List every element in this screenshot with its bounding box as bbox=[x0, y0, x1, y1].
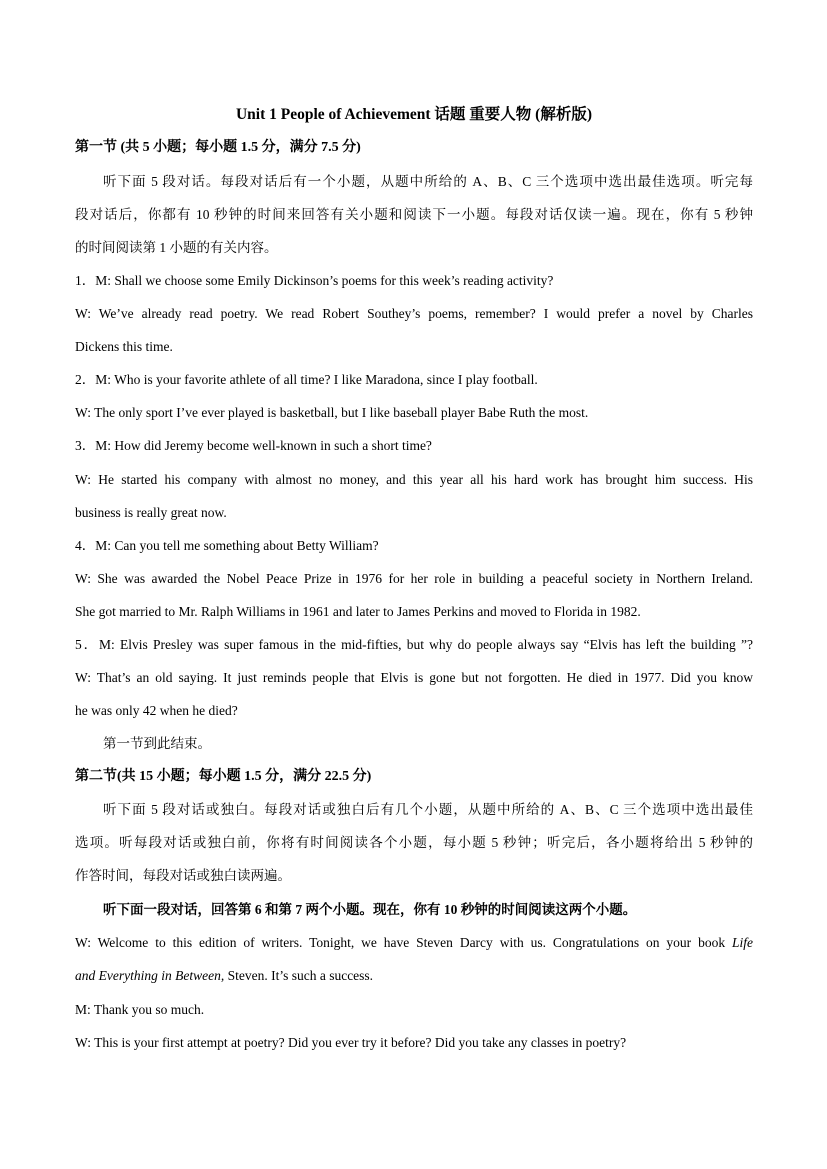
section2-instruction-line: 作答时间，每段对话或独白读两遍。 bbox=[75, 868, 291, 883]
dialogue-line: W: That’s an old saying. It just reminds people that Elvis is gone but not forgotten. He died in 1977. Did you know bbox=[75, 670, 753, 685]
dialogue-line: Dickens this time. bbox=[75, 339, 173, 354]
dialogue-line: W: We’ve already read poetry. We read Robert Southey’s poems, remember? I would prefer a novel by Charles bbox=[75, 306, 753, 321]
dialogue-line bbox=[75, 966, 753, 986]
dialogue-line: business is really great now. bbox=[75, 505, 227, 520]
book-title-part: Life bbox=[731, 935, 753, 950]
section2-prompt: 听下面一段对话，回答第 6 和第 7 两个小题。现在，你有 10 秒钟的时间阅读这两个小题。 bbox=[103, 902, 637, 917]
section2-instruction-line: 听下面 5 段对话或独白。每段对话或独白后有几个小题，从题中所给的 A、B、C 三个选项中选出最佳 bbox=[103, 802, 753, 817]
dialogue-line: She got married to Mr. Ralph Williams in 1961 and later to James Perkins and moved to Florida in 1982. bbox=[75, 604, 641, 619]
dialogue-line: 5．M: Elvis Presley was super famous in the mid-fifties, but why do people always say “Elvis has left the building ”? bbox=[75, 637, 753, 652]
dialogue-line: W: He started his company with almost no money, and this year all his hard work has brought him success. His bbox=[75, 472, 753, 487]
dialogue-line: 4．M: Can you tell me something about Betty William? bbox=[75, 538, 379, 553]
dialogue-line: W: This is your first attempt at poetry? Did you ever try it before? Did you take any classes in poetry? bbox=[75, 1035, 627, 1050]
document-title: Unit 1 People of Achievement 话题 重要人物 (解析版) bbox=[235, 106, 593, 123]
dialogue-line: W: The only sport I’ve ever played is basketball, but I like baseball player Babe Ruth the most. bbox=[75, 405, 589, 420]
dialogue-line: he was only 42 when he died? bbox=[75, 703, 238, 718]
dialogue-text: Steven. It’s such a success. bbox=[224, 968, 374, 983]
section1-end: 第一节到此结束。 bbox=[103, 736, 211, 751]
section1-heading: 第一节 (共 5 小题；每小题 1.5 分，满分 7.5 分) bbox=[75, 140, 361, 155]
dialogue-line: W: She was awarded the Nobel Peace Prize in 1976 for her role in building a peaceful society in Northern Ireland. bbox=[75, 571, 753, 586]
book-title-part: and Everything in Between, bbox=[75, 968, 225, 983]
dialogue-line: 1．M: Shall we choose some Emily Dickinson’s poems for this week’s reading activity? bbox=[75, 273, 554, 288]
dialogue-line: M: Thank you so much. bbox=[75, 1002, 205, 1017]
section2-heading: 第二节(共 15 小题；每小题 1.5 分，满分 22.5 分) bbox=[75, 769, 372, 784]
dialogue-text: W: Welcome to this edition of writers. Tonight, we have Steven Darcy with us. Congratulations on your book bbox=[75, 935, 732, 950]
dialogue-line: 3．M: How did Jeremy become well-known in such a short time? bbox=[75, 438, 432, 453]
dialogue-line bbox=[75, 933, 753, 953]
section1-instruction-line: 听下面 5 段对话。每段对话后有一个小题，从题中所给的 A、B、C 三个选项中选出最佳选项。听完每 bbox=[103, 174, 753, 189]
section1-instruction-line: 的时间阅读第 1 小题的有关内容。 bbox=[75, 240, 278, 255]
section2-instruction-line: 选项。听每段对话或独白前，你将有时间阅读各个小题，每小题 5 秒钟；听完后，各小题将给出 5 秒钟的 bbox=[75, 835, 753, 850]
dialogue-line: 2．M: Who is your favorite athlete of all time? I like Maradona, since I play football. bbox=[75, 372, 538, 387]
section1-instruction-line: 段对话后，你都有 10 秒钟的时间来回答有关小题和阅读下一小题。每段对话仅读一遍。现在，你有 5 秒钟 bbox=[75, 207, 753, 222]
